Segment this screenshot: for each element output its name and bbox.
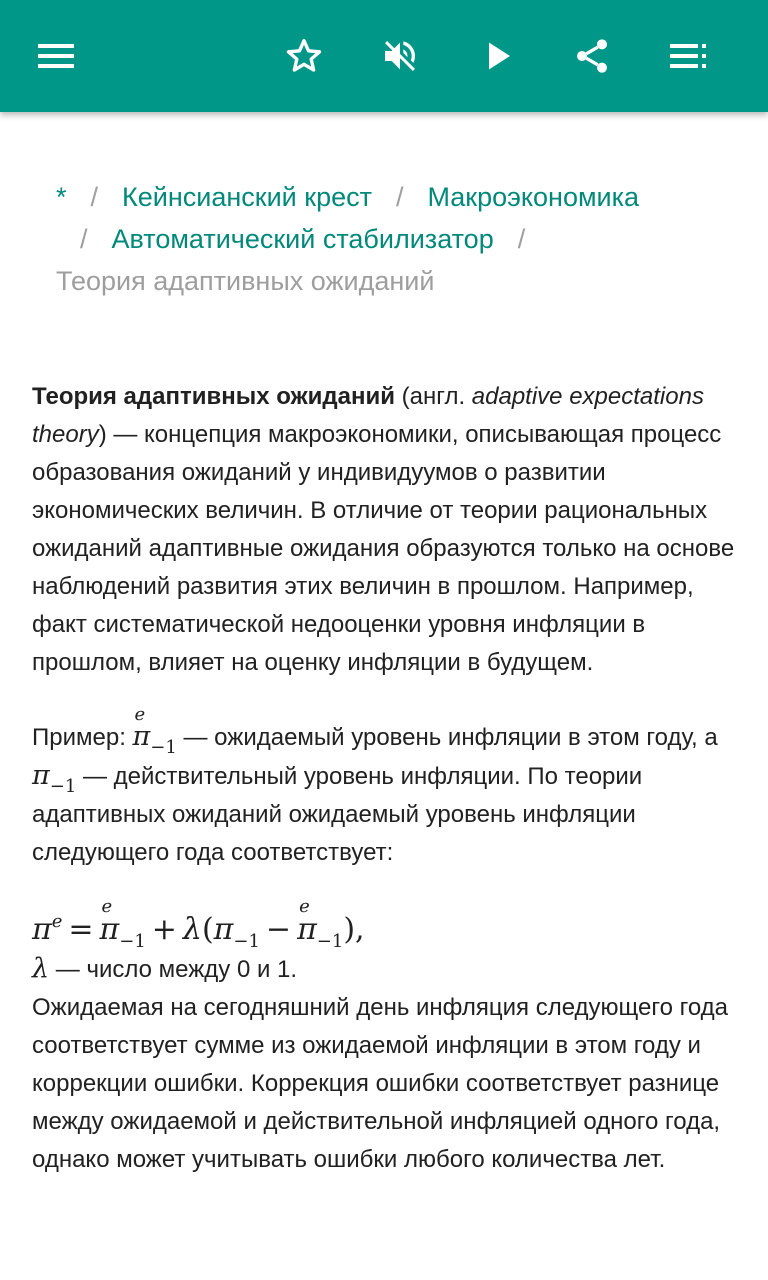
definition-text: ) — концепция макроэкономики, описывающая процесс образования ожиданий у индивидуумов о развитии экономических величин. В отличие от теории рациональных ожиданий адаптивные ожидания образуются только на основе наблюдений развития этих величин в прошлом. Например, факт систематической недооценки уровня инфляции в прошлом, влияет на оценку инфляции в будущем. xyxy=(32,421,735,676)
english-term: adaptive expectations theory xyxy=(32,383,704,448)
math-sub-minus1: −1 xyxy=(119,931,146,952)
math-expected-term xyxy=(297,896,344,952)
math-sup-e: e xyxy=(51,911,63,932)
adaptive-expectations-formula xyxy=(32,896,744,952)
math-lambda: λ xyxy=(32,953,50,984)
example-part2: — действительный уровень инфляции. По теории адаптивных ожиданий ожидаемый уровень инфляции следующего года соответствует: xyxy=(32,763,643,866)
lambda-line xyxy=(32,950,744,989)
favorite-button[interactable] xyxy=(272,24,336,88)
article-body xyxy=(32,378,744,1179)
math-expected-inflation-last-year xyxy=(132,704,177,758)
play-icon xyxy=(480,38,516,74)
mute-button[interactable] xyxy=(368,24,432,88)
article-term: Теория адаптивных ожиданий xyxy=(32,383,395,410)
app-bar xyxy=(0,0,768,112)
math-expected-term xyxy=(99,896,146,952)
toc-button[interactable] xyxy=(656,24,720,88)
star-outline-icon xyxy=(284,36,324,76)
share-icon xyxy=(572,36,612,76)
math-pi: π xyxy=(213,912,234,947)
math-pi: π xyxy=(297,912,317,947)
menu-button[interactable] xyxy=(24,24,88,88)
breadcrumb-separator: / xyxy=(395,182,404,212)
math-actual-inflation-last-year xyxy=(32,760,77,797)
breadcrumb-link-automatic-stabilizer[interactable]: Автоматический стабилизатор xyxy=(111,224,494,254)
breadcrumb-link-macroeconomics[interactable]: Макроэкономика xyxy=(427,182,640,212)
math-sup-e: e xyxy=(134,704,146,725)
math-pi: π xyxy=(32,912,52,947)
math-equals: = xyxy=(68,912,94,947)
share-button[interactable] xyxy=(560,24,624,88)
math-plus: + xyxy=(151,912,177,947)
math-pi: π xyxy=(32,760,50,791)
volume-off-icon xyxy=(380,36,420,76)
math-close-paren: ), xyxy=(343,912,365,947)
math-sup-e: e xyxy=(101,896,113,917)
breadcrumb-separator: / xyxy=(80,224,88,254)
breadcrumb-home-link[interactable]: * xyxy=(56,182,67,212)
definition-paragraph xyxy=(32,378,744,682)
math-sub-minus1: −1 xyxy=(233,931,260,952)
math-minus: − xyxy=(265,912,292,947)
example-part1: — ожидаемый уровень инфляции в этом году, а xyxy=(176,724,718,751)
breadcrumb-link-keynesian-cross[interactable]: Кейнсианский крест xyxy=(122,182,372,212)
breadcrumb-current: Теория адаптивных ожиданий xyxy=(56,266,435,296)
lambda-text: — число между 0 и 1. xyxy=(49,956,298,983)
math-lambda: λ xyxy=(182,912,202,947)
breadcrumb-separator: / xyxy=(90,182,99,212)
play-button[interactable] xyxy=(466,24,530,88)
example-paragraph xyxy=(32,704,744,872)
example-prefix: Пример: xyxy=(32,724,133,751)
breadcrumb xyxy=(56,176,736,302)
math-sub-minus1: −1 xyxy=(49,776,77,797)
math-open-paren: ( xyxy=(201,912,214,947)
math-sub-minus1: −1 xyxy=(316,931,344,952)
breadcrumb-separator: / xyxy=(517,224,526,254)
math-pi: π xyxy=(132,721,151,752)
menu-icon xyxy=(36,41,76,71)
math-sub-minus1: −1 xyxy=(150,737,177,758)
conclusion-paragraph: Ожидаемая на сегодняшний день инфляция следующего года соответствует сумме из ожидаемой инфляции в этом году и коррекции ошибки. Коррекция ошибки соответствует разнице между ожидаемой и действительной инфляцией одного года, однако может учитывать ошибки любого количества лет. xyxy=(32,994,729,1173)
math-sup-e: e xyxy=(299,896,310,917)
lang-prefix: (англ. xyxy=(394,383,472,410)
list-icon xyxy=(668,41,708,71)
math-pi: π xyxy=(99,912,120,947)
